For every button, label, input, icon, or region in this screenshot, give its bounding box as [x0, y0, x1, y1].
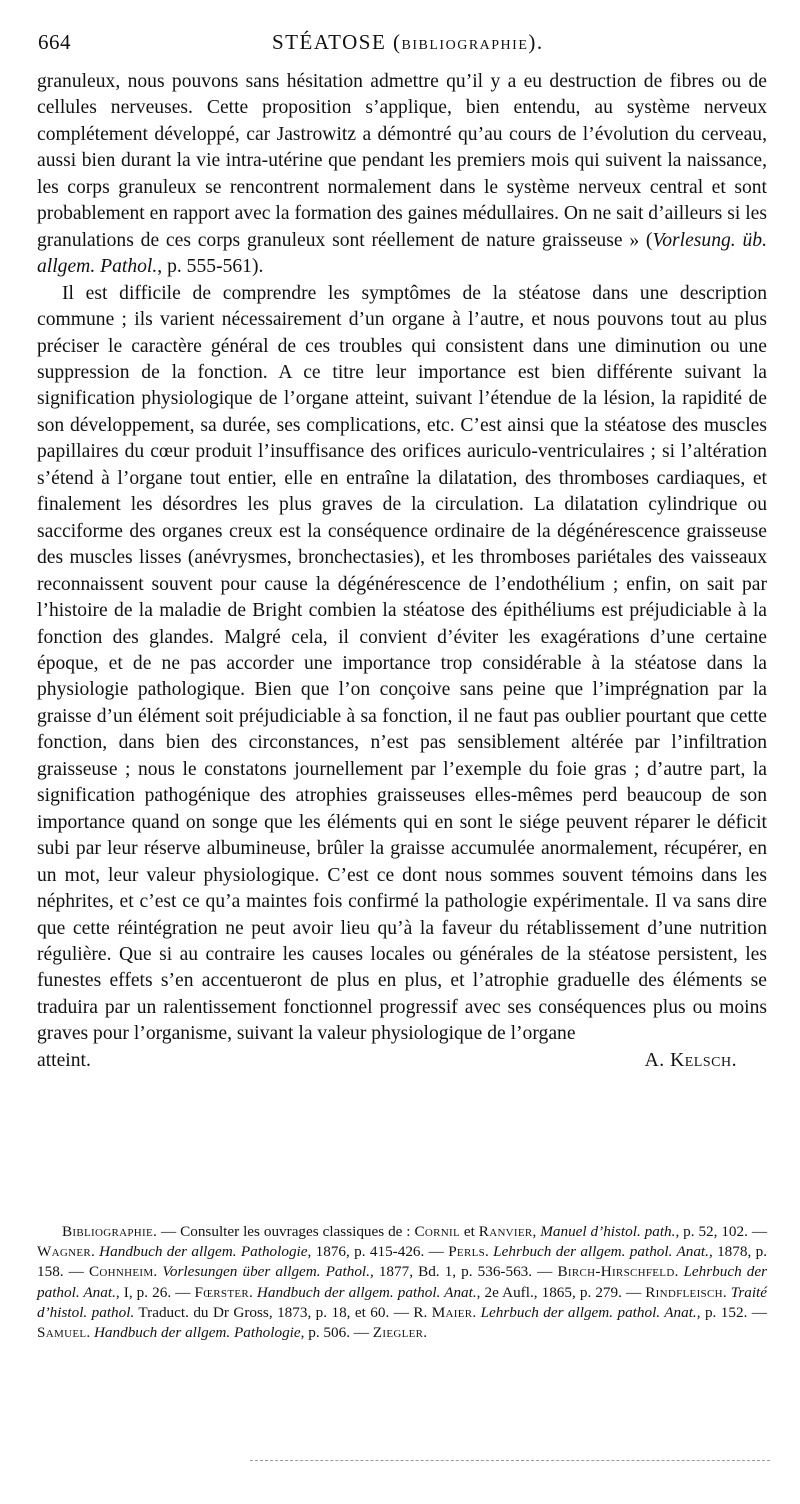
running-head: [38, 30, 766, 60]
bib-text: , I, p. 26. —: [115, 1283, 195, 1301]
bib-work-birch-hirschfeld: Lehrbuch der pathol. Anat.: [37, 1263, 768, 1301]
page-title-section: BIBLIOGRAPHIE: [401, 38, 529, 53]
bib-work-rindfleisch: Traité d’histol. pathol.: [37, 1283, 768, 1321]
bib-work-manuel: Manuel d’histol. path.: [540, 1223, 676, 1240]
author-signature: A. Kelsch.: [644, 1049, 737, 1071]
bibliography: [37, 1222, 767, 1343]
bib-text: Traduct. du Dr Gross, 1873, p. 18, et 60. — R.: [134, 1303, 432, 1321]
bib-text: , p. 52, 102. —: [675, 1223, 768, 1240]
bib-text: — Consulter les ouvrages classiques de :: [157, 1223, 415, 1240]
bibliography-paragraph: [37, 1222, 767, 1343]
bib-author-rindfleisch: Rindfleisch: [645, 1283, 723, 1301]
bib-author-maier: Maier: [431, 1303, 473, 1321]
paragraph-1-text: granuleux, nous pouvons sans hésitation admettre qu’il y a eu destruction de fibres ou de cellules nerveuses. Cette proposition s’applique, bien entendu, au système nerveux complétement développé, car Jastrowitz a démontré qu’au cours de l’évolution du cerveau, aussi bien durant la vie intra-utérine que pendant les premiers mois qui suivent la naissance, les corps granuleux se rencontrent normalement dans le système nerveux central et sont probablement en rapport avec la formation des gaines médullaires. On ne sait d’ailleurs si les granulations de ces corps granuleux sont réellement de nature graisseuse » (: [37, 71, 767, 251]
bib-text: .: [674, 1263, 684, 1281]
bibliography-label: Bibliographie.: [62, 1223, 158, 1240]
paragraph-1-citation: Vorlesung. üb. allgem. Pathol.: [37, 229, 767, 278]
bib-text: , 1877, Bd. 1, p. 536-563. —: [369, 1263, 558, 1281]
page-title: [272, 30, 544, 55]
bib-text: ,: [532, 1223, 541, 1240]
paragraph-continuation: [37, 69, 767, 281]
bib-text: .: [722, 1283, 731, 1301]
paragraph-last-word: atteint.: [37, 1049, 91, 1071]
bib-author-ranvier: Ranvier: [478, 1223, 533, 1240]
bib-work-samuel: Handbuch der allgem. Pathologie: [93, 1324, 301, 1342]
bib-text: .: [472, 1303, 481, 1321]
bib-author-perls: Perls: [448, 1243, 486, 1261]
bib-work-foerster: Handbuch der allgem. pathol. Anat.: [256, 1283, 477, 1301]
bib-text: .: [153, 1263, 163, 1281]
bib-text: , 2e Aufl., 1865, p. 279. —: [476, 1283, 646, 1301]
bib-text: , 1876, p. 415-426. —: [307, 1243, 449, 1261]
bib-author-cohnheim: Cohnheim: [88, 1263, 154, 1281]
bib-work-cohnheim: Vorlesungen über allgem. Pathol.: [162, 1263, 370, 1281]
bib-text: , p. 506. —: [300, 1324, 373, 1342]
bib-text: .: [423, 1324, 428, 1342]
bib-author-ziegler: Ziegler: [372, 1324, 424, 1342]
page-title-main: STÉATOSE (: [272, 30, 402, 54]
footer-rule: [250, 1460, 770, 1461]
bib-author-birch-hirschfeld: Birch-Hirschfeld: [557, 1263, 675, 1281]
page-number: 664: [38, 30, 71, 54]
article-body: [37, 69, 767, 1074]
signature-line: [37, 1048, 767, 1074]
bib-author-wagner: Wagner: [37, 1243, 92, 1261]
bib-text: et: [459, 1223, 479, 1240]
bib-text: .: [249, 1283, 257, 1301]
bib-text: .: [91, 1243, 100, 1261]
bib-text: , 1878, p. 158. —: [37, 1243, 767, 1281]
bib-work-maier: Lehrbuch der allgem. pathol. Anat.: [480, 1303, 697, 1321]
bib-author-foerster: Fœrster: [194, 1283, 250, 1301]
bib-text: .: [485, 1243, 494, 1261]
bib-work-perls: Lehrbuch der allgem. pathol. Anat.: [493, 1243, 709, 1261]
bib-text: .: [86, 1324, 94, 1342]
paragraph-1-pages: , p. 555-561).: [157, 256, 264, 278]
paragraph-symptoms: Il est difficile de comprendre les symptômes de la stéatose dans une description commune ; ils varient nécessairement d’un organe à l’autre, et nous pouvons tout au plus préciser le caractère général de ces troubles qui consistent dans une diminution ou une suppression de la fonction. A ce titre leur importance est bien différente suivant la signification physiologique de l’organe atteint, suivant l’étendue de la lésion, la rapidité de son développement, sa durée, ses complications, etc. C’est ainsi que la stéatose des muscles papillaires du cœur produit l’insuffisance des orifices auriculo-ventriculaires ; si l’altération s’étend à l’organe tout entier, elle en entraîne la dilatation, des thromboses cardiaques, et finalement les désordres les plus graves de la circulation. La dilatation cylindrique ou sacciforme des organes creux est la conséquence ordinaire de la dégénérescence graisseuse des muscles lisses (anévrysmes, bronchectasies), et les thromboses pariétales des vaisseaux reconnaissent souvent pour cause la dégénérescence de l’endothélium ; enfin, on sait par l’histoire de la maladie de Bright combien la stéatose des épithéliums est préjudiciable à la fonction des glandes. Malgré cela, il convient d’éviter les exagérations d’une certaine époque, et de ne pas accorder une importance trop considérable à la stéatose dans la physiologie pathologique. Bien que l’on conçoive sans peine que l’imprégnation par la graisse d’un élément soit préjudiciable à sa fonction, il ne faut pas oublier pourtant que cette fonction, dans bien des circonstances, n’est pas sensiblement altérée par l’infiltration graisseuse ; nous le constatons journellement par l’exemple du foie gras ; d’autre part, la signification pathogénique des atrophies graisseuses elles-mêmes perd beaucoup de son importance quand on songe que les éléments qui en sont le siége peuvent réparer le déficit subi par leur réserve albumineuse, brûler la graisse accumulée anormalement, récupérer, en un mot, leur valeur physiologique. C’est ce dont nous sommes souvent témoins dans les néphrites, et c’est ce qu’a maintes fois confirmé la pathologie expérimentale. Il va sans dire que cette réintégration ne peut avoir lieu qu’à la faveur du rétablissement d’une nutrition régulière. Que si au contraire les causes locales ou générales de la stéatose persistent, les funestes effets s’en accentueront de plus en plus, et l’atrophie graduelle des éléments se traduira par un ralentissement fonctionnel progressif avec ses conséquences plus ou moins graves pour l’organisme, suivant la valeur physiologique de l’organe: [37, 282, 767, 1045]
page-title-close: ).: [528, 30, 544, 54]
bib-text: , p. 152. —: [696, 1303, 767, 1321]
bib-author-cornil: Cornil: [414, 1223, 460, 1240]
bib-work-wagner: Handbuch der allgem. Pathologie: [99, 1243, 308, 1261]
bib-author-samuel: Samuel: [37, 1324, 87, 1342]
